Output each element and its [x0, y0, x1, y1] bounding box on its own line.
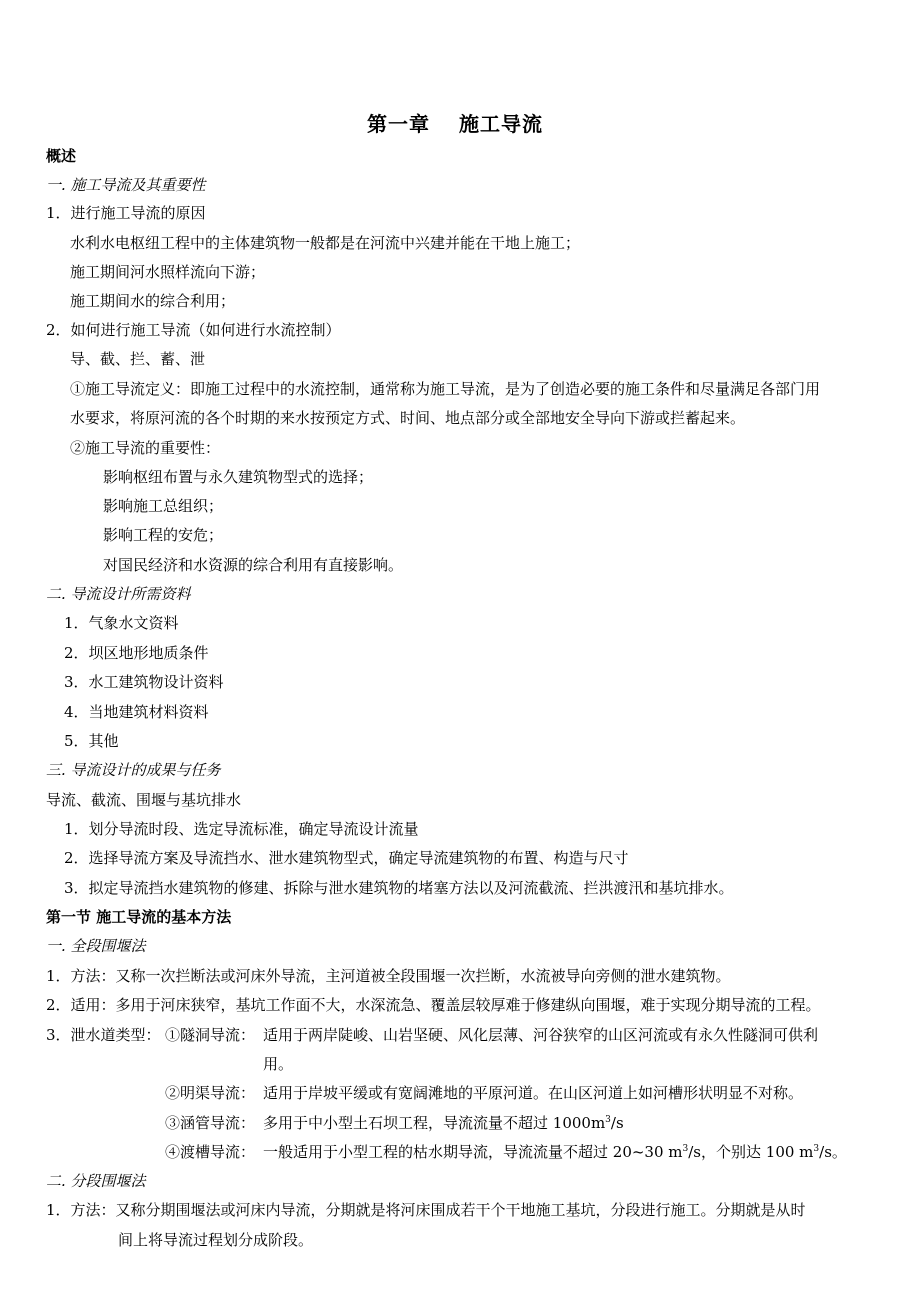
section-heading-2: 二. 导流设计所需资料: [46, 585, 191, 603]
method-1: 1．方法：又称一次拦断法或河床外导流，主河道被全段围堰一次拦断，水流被导向旁侧的泄水建筑物。: [46, 967, 731, 985]
list-item: 3．拟定导流挡水建筑物的修建、拆除与泄水建筑物的堵塞方法以及河流截流、拦洪渡汛和基坑排水。: [64, 879, 734, 897]
section-heading-3: 三. 导流设计的成果与任务: [46, 761, 221, 779]
type-1-continuation: 用。: [263, 1055, 294, 1073]
type-3-label: ③涵管导流：: [165, 1114, 256, 1132]
chapter-title: 第一章 施工导流: [367, 112, 543, 136]
importance-2: 影响施工总组织；: [103, 497, 224, 515]
type-4-label: ④渡槽导流：: [165, 1143, 256, 1161]
importance-4: 对国民经济和水资源的综合利用有直接影响。: [103, 556, 404, 574]
reason-1: 水利水电枢纽工程中的主体建筑物一般都是在河流中兴建并能在干地上施工；: [70, 234, 581, 252]
importance-3: 影响工程的安危；: [103, 526, 224, 544]
section-title: 第一节 施工导流的基本方法: [46, 908, 232, 926]
item-1: 1．进行施工导流的原因: [46, 204, 206, 222]
importance-heading: ②施工导流的重要性：: [70, 439, 221, 457]
reason-2: 施工期间河水照样流向下游；: [70, 263, 266, 281]
item-2-keywords: 导、截、拦、蓄、泄: [70, 350, 206, 368]
list-item: 4．当地建筑材料资料: [64, 703, 209, 721]
method-2: 2．适用：多用于河床狭窄，基坑工作面不大，水深流急、覆盖层较厚难于修建纵向围堰，难于实现分期导流的工程。: [46, 996, 821, 1014]
type-3-text: 多用于中小型土石坝工程，导流流量不超过 $1000m^3/s$: [263, 1114, 624, 1132]
subsection-heading-1: 一. 全段围堰法: [46, 937, 146, 955]
type-4-text: 一般适用于小型工程的枯水期导流，导流流量不超过 20~30 $m^3/s$，个别达 100 $m^3/s$。: [263, 1143, 847, 1161]
definition-line-1: ①施工导流定义：即施工过程中的水流控制，通常称为施工导流，是为了创造必要的施工条件和尽量满足各部门用: [70, 380, 821, 398]
overview-heading: 概述: [46, 147, 77, 165]
definition-line-2: 水要求，将原河流的各个时期的来水按预定方式、时间、地点部分或全部地安全导向下游或拦蓄起来。: [70, 409, 746, 427]
section-heading-1: 一. 施工导流及其重要性: [46, 176, 206, 194]
section-3-subtitle: 导流、截流、围堰与基坑排水: [46, 791, 242, 809]
subsection-heading-2: 二. 分段围堰法: [46, 1172, 146, 1190]
list-item: 2．坝区地形地质条件: [64, 644, 209, 662]
list-item: 2．选择导流方案及导流挡水、泄水建筑物型式，确定导流建筑物的布置、构造与尺寸: [64, 849, 629, 867]
method-staged-1: 1．方法：又称分期围堰法或河床内导流，分期就是将河床围成若干个干地施工基坑，分段进行施工。分期就是从时: [46, 1201, 806, 1219]
list-item: 3．水工建筑物设计资料: [64, 673, 224, 691]
list-item: 5．其他: [64, 732, 119, 750]
type-1-label: ①隧洞导流：: [165, 1026, 256, 1044]
importance-1: 影响枢纽布置与永久建筑物型式的选择；: [103, 468, 374, 486]
list-item: 1．气象水文资料: [64, 614, 179, 632]
method-staged-1-continuation: 间上将导流过程划分成阶段。: [118, 1231, 314, 1249]
list-item: 1．划分导流时段、选定导流标准，确定导流设计流量: [64, 820, 419, 838]
type-2-label: ②明渠导流：: [165, 1084, 256, 1102]
type-2-text: 适用于岸坡平缓或有宽阔滩地的平原河道。在山区河道上如河槽形状明显不对称。: [263, 1084, 804, 1102]
method-3-label: 3．泄水道类型：: [46, 1026, 161, 1044]
item-2: 2．如何进行施工导流（如何进行水流控制）: [46, 321, 341, 339]
type-1-text: 适用于两岸陡峻、山岩坚硬、风化层薄、河谷狭窄的山区河流或有永久性隧洞可供利: [263, 1026, 819, 1044]
reason-3: 施工期间水的综合利用；: [70, 292, 236, 310]
